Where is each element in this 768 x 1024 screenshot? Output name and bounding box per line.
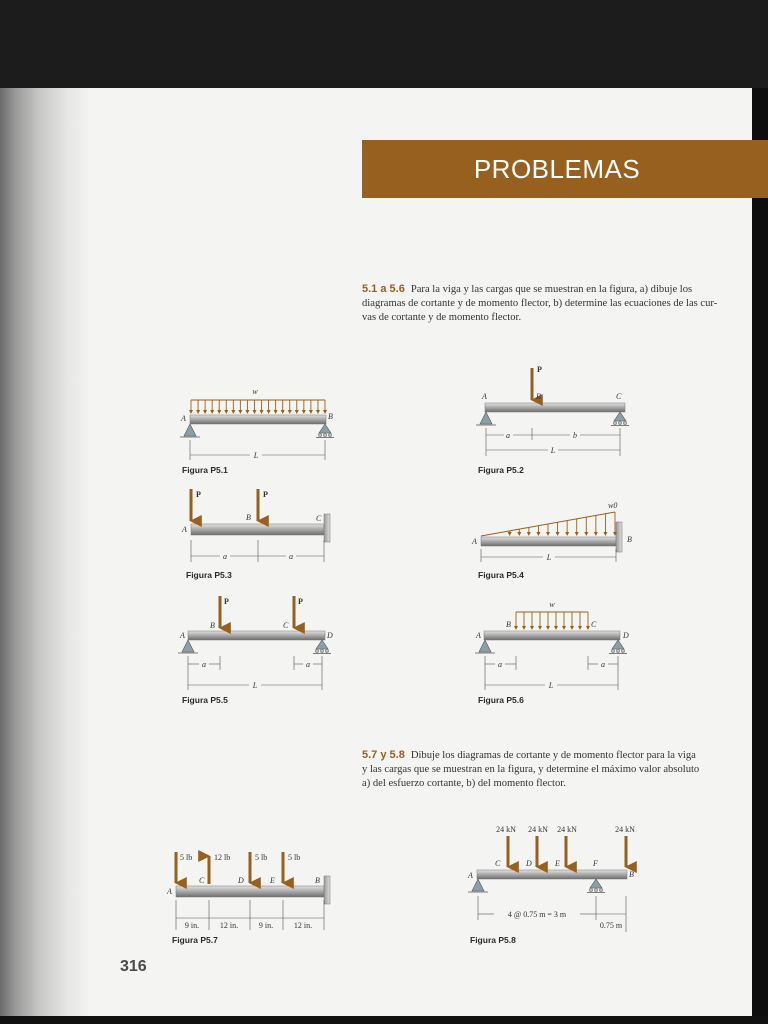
- label-f: F: [593, 859, 598, 868]
- figure-p5-6: [475, 600, 629, 690]
- beam: [484, 631, 620, 640]
- load-arrow-head: [527, 532, 531, 536]
- label-l: L: [548, 681, 554, 690]
- label-a-dim: a: [506, 431, 510, 440]
- problem-line: 5.1 a 5.6 Para la viga y las cargas que se muestran en la figura, a) dibuje los: [362, 283, 693, 295]
- problem-line: a) del esfuerzo cortante, b) del momento flector.: [362, 778, 566, 789]
- load-arrow-head: [575, 532, 579, 536]
- label-a1: a: [202, 660, 206, 669]
- load-arrow-head: [584, 532, 588, 536]
- load-arrow-head: [245, 410, 249, 414]
- load-arrow-head: [302, 410, 306, 414]
- label-a2: a: [306, 660, 310, 669]
- load-arrow-head: [508, 532, 512, 536]
- load-arrow-head: [238, 410, 242, 414]
- problem-line: diagramas de cortante y de momento flector, b) determine las ecuaciones de las cur-: [362, 298, 718, 309]
- load-arrow-head: [316, 410, 320, 414]
- fixed-wall-b: [616, 522, 622, 552]
- label-p: P: [537, 365, 542, 374]
- triangular-load-arrows: [508, 512, 617, 536]
- load-arrow-head: [224, 410, 228, 414]
- load-label-1: 5 lb: [180, 853, 193, 862]
- dim-overhang: 0.75 m: [599, 921, 623, 930]
- load-arrow-head: [546, 532, 550, 536]
- label-a1: a: [223, 552, 227, 561]
- beam: [176, 886, 324, 897]
- roller-support-f: [587, 879, 605, 893]
- label-a2: a: [601, 660, 605, 669]
- problem-number: 5.1 a 5.6: [362, 283, 405, 295]
- dimension-lines: [191, 540, 324, 562]
- load-arrow-head: [231, 410, 235, 414]
- load-arrow-head: [554, 626, 558, 630]
- load-arrow-head: [570, 626, 574, 630]
- figure-p5-7: [166, 852, 330, 930]
- load-label-4: 5 lb: [288, 853, 301, 862]
- dim-2: 12 in.: [219, 921, 239, 930]
- problem-line: y las cargas que se muestran en la figura, y determine el máximo valor absoluto: [362, 764, 700, 775]
- load-arrow-head: [189, 410, 193, 414]
- load-arrow-head: [586, 626, 590, 630]
- label-p2: P: [263, 490, 268, 499]
- roller-support-d: [609, 640, 627, 654]
- load-arrow-head: [203, 410, 207, 414]
- load-arrow-head: [538, 626, 542, 630]
- label-a: A: [482, 392, 487, 401]
- beam: [485, 403, 625, 412]
- label-e: E: [555, 859, 560, 868]
- label-a2: a: [289, 552, 293, 561]
- problem-line: 5.7 y 5.8 Dibuje los diagramas de cortante y de momento flector para la viga: [362, 749, 696, 761]
- load-arrow-head: [546, 626, 550, 630]
- dim-4: 12 in.: [293, 921, 313, 930]
- load-arrow-head: [514, 626, 518, 630]
- figure-p5-4: [471, 501, 632, 562]
- label-c: C: [616, 392, 622, 401]
- label-d: D: [623, 631, 629, 640]
- load-label-3: 24 kN: [557, 825, 577, 834]
- problem-line: vas de cortante y de momento flector.: [362, 312, 522, 323]
- pin-support-a: [180, 424, 200, 437]
- load-arrow-head: [517, 532, 521, 536]
- label-a: A: [472, 537, 477, 546]
- caption-p5-6: Figura P5.6: [478, 695, 524, 705]
- label-b: B: [210, 621, 215, 630]
- caption-p5-2: Figura P5.2: [478, 465, 524, 475]
- pin-support-a: [476, 412, 496, 425]
- load-arrow-head: [281, 410, 285, 414]
- caption-p5-4: Figura P5.4: [478, 570, 524, 580]
- label-w: w: [549, 600, 555, 609]
- figure-p5-1: [180, 387, 334, 460]
- load-arrow-head: [252, 410, 256, 414]
- label-l: L: [546, 553, 552, 562]
- load-arrow-head: [530, 626, 534, 630]
- figure-p5-8: [467, 825, 635, 932]
- load-label-4: 24 kN: [615, 825, 635, 834]
- load-arrow-head: [288, 410, 292, 414]
- label-b: B: [629, 870, 634, 879]
- label-d: D: [238, 876, 244, 885]
- load-arrow-head: [323, 410, 327, 414]
- load-arrow-head: [274, 410, 278, 414]
- load-arrow-head: [267, 410, 271, 414]
- label-a: A: [180, 631, 185, 640]
- label-b: B: [627, 535, 632, 544]
- beam: [481, 537, 616, 546]
- label-d: D: [526, 859, 532, 868]
- label-l: L: [253, 451, 259, 460]
- label-c: C: [283, 621, 289, 630]
- load-arrow-head: [217, 410, 221, 414]
- load-label-3: 5 lb: [255, 853, 268, 862]
- label-w: w: [252, 387, 258, 396]
- load-arrow-head: [295, 410, 299, 414]
- label-p1: P: [224, 597, 229, 606]
- label-w0: w0: [608, 501, 618, 510]
- load-label-1: 24 kN: [496, 825, 516, 834]
- figure-p5-2: [476, 365, 629, 456]
- distributed-load-arrows: [189, 400, 327, 414]
- fixed-wall-b: [324, 876, 330, 904]
- label-d: D: [327, 631, 333, 640]
- pin-support-a: [468, 879, 488, 892]
- distributed-load-arrows: [514, 612, 590, 630]
- label-a: A: [181, 414, 186, 423]
- load-arrow-head: [578, 626, 582, 630]
- dim-span: 4 @ 0.75 m = 3 m: [507, 910, 567, 919]
- load-arrow-head: [556, 532, 560, 536]
- label-p1: P: [196, 490, 201, 499]
- label-l: L: [252, 681, 258, 690]
- label-c: C: [495, 859, 501, 868]
- label-b: B: [328, 412, 333, 421]
- label-a: A: [167, 887, 172, 896]
- roller-support-d: [313, 640, 331, 654]
- roller-support-b: [316, 424, 334, 438]
- beam: [477, 870, 627, 879]
- load-arrow-head: [210, 410, 214, 414]
- load-label-2: 12 lb: [214, 853, 231, 862]
- label-c: C: [591, 620, 597, 629]
- dim-3: 9 in.: [258, 921, 274, 930]
- load-arrow-head: [196, 410, 200, 414]
- figure-p5-3: [181, 489, 330, 562]
- dim-1: 9 in.: [184, 921, 200, 930]
- label-a: A: [476, 631, 481, 640]
- load-label-2: 24 kN: [528, 825, 548, 834]
- pin-support-a: [475, 640, 495, 653]
- caption-p5-5: Figura P5.5: [182, 695, 228, 705]
- label-b: B: [315, 876, 320, 885]
- label-b-dim: b: [573, 431, 577, 440]
- caption-p5-8: Figura P5.8: [470, 935, 516, 945]
- load-arrow-head: [260, 410, 264, 414]
- label-c: C: [199, 876, 205, 885]
- figure-p5-5: [178, 596, 333, 690]
- pin-support-a: [178, 640, 198, 653]
- load-arrow-head: [536, 532, 540, 536]
- label-c: C: [316, 514, 322, 523]
- fixed-wall-c: [324, 514, 330, 542]
- beam: [191, 524, 324, 535]
- beam: [188, 631, 325, 640]
- label-p2: P: [298, 597, 303, 606]
- load-arrow-head: [522, 626, 526, 630]
- roller-support-c: [611, 412, 629, 426]
- section-title: PROBLEMAS: [473, 153, 641, 184]
- label-a: A: [182, 525, 187, 534]
- label-b: B: [246, 513, 251, 522]
- caption-p5-7: Figura P5.7: [172, 935, 218, 945]
- load-arrow-head: [565, 532, 569, 536]
- caption-p5-1: Figura P5.1: [182, 465, 228, 475]
- label-l: L: [550, 446, 556, 455]
- label-b: B: [506, 620, 511, 629]
- page-number: 316: [120, 958, 147, 975]
- label-e: E: [270, 876, 275, 885]
- beam: [190, 415, 326, 424]
- load-arrow-head: [594, 532, 598, 536]
- problem-number: 5.7 y 5.8: [362, 749, 405, 761]
- caption-p5-3: Figura P5.3: [186, 570, 232, 580]
- label-a1: a: [498, 660, 502, 669]
- load-arrow-head: [309, 410, 313, 414]
- label-a: A: [468, 871, 473, 880]
- load-arrow-head: [562, 626, 566, 630]
- label-b: B: [536, 392, 541, 401]
- load-arrow-head: [603, 532, 607, 536]
